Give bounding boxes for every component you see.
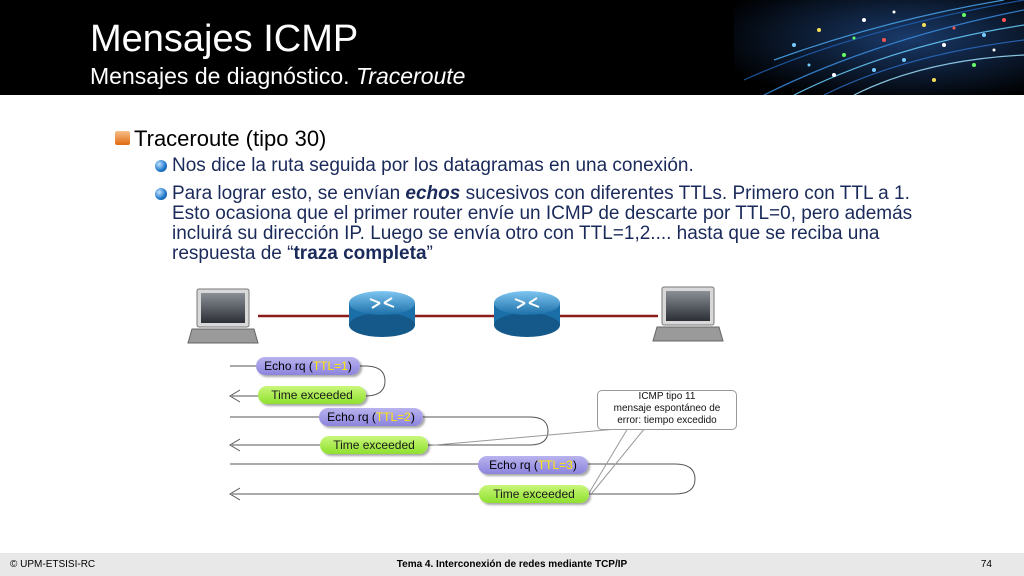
router-icon — [494, 291, 560, 337]
trace-path-3 — [230, 464, 695, 500]
echo-request-3 — [478, 456, 588, 474]
echo-suffix: ) — [347, 359, 352, 373]
time-exceeded-1: Time exceeded — [258, 386, 366, 404]
text-part: ” — [426, 243, 433, 264]
callout-line: mensaje espontáneo de — [613, 403, 721, 414]
ttl-value: TTL=1 — [312, 359, 348, 373]
icmp-type-11-callout — [597, 390, 737, 430]
echo-request-2 — [319, 408, 423, 426]
ttl-value: TTL=3 — [537, 458, 573, 472]
echo-suffix: ) — [410, 410, 415, 424]
echo-label: Echo rq ( — [489, 458, 538, 472]
subtitle-text: Mensajes de diagnóstico. — [90, 63, 350, 89]
footer-copyright: © UPM-ETSISI-RC — [10, 559, 96, 570]
laptop-icon — [653, 287, 723, 341]
laptop-icon — [188, 289, 258, 343]
echo-label: Echo rq ( — [327, 410, 376, 424]
echo-request-1 — [256, 357, 360, 375]
subtitle-italic: Traceroute — [355, 63, 466, 89]
main-bullet-text: Traceroute (tipo 30) — [134, 126, 327, 151]
footer-topic: Tema 4. Interconexión de redes mediante TCP/IP — [396, 559, 628, 570]
sub-bullet-1-text: Nos dice la ruta seguida por los datagramas en una conexión. — [172, 155, 694, 176]
callout-line: error: tiempo excedido — [617, 415, 717, 426]
router-icon — [349, 291, 415, 337]
ttl-value: TTL=2 — [375, 410, 411, 424]
text-part: Para lograr esto, se envían — [172, 183, 401, 204]
traza-emphasis: traza completa — [293, 243, 427, 264]
echo-label: Echo rq ( — [264, 359, 313, 373]
page-title: Mensajes ICMP — [90, 18, 359, 60]
echo-suffix: ) — [572, 458, 577, 472]
page-number: 74 — [980, 559, 992, 570]
echos-emphasis: echos — [405, 183, 461, 204]
callout-line: ICMP tipo 11 — [638, 391, 696, 402]
slide-footer — [0, 553, 1024, 576]
text-part: sucesivos con diferentes TTLs. Primero con TTL a 1. Esto ocasiona que el primer router envíe un ICMP de descarte por TTL=0, pero además incluirá su dirección IP. Luego se envía otro con TTL=1,2.... hasta que se reciba una respuesta de “ — [172, 183, 913, 264]
time-exceeded-2: Time exceeded — [320, 436, 428, 454]
time-exceeded-3: Time exceeded — [479, 485, 589, 503]
